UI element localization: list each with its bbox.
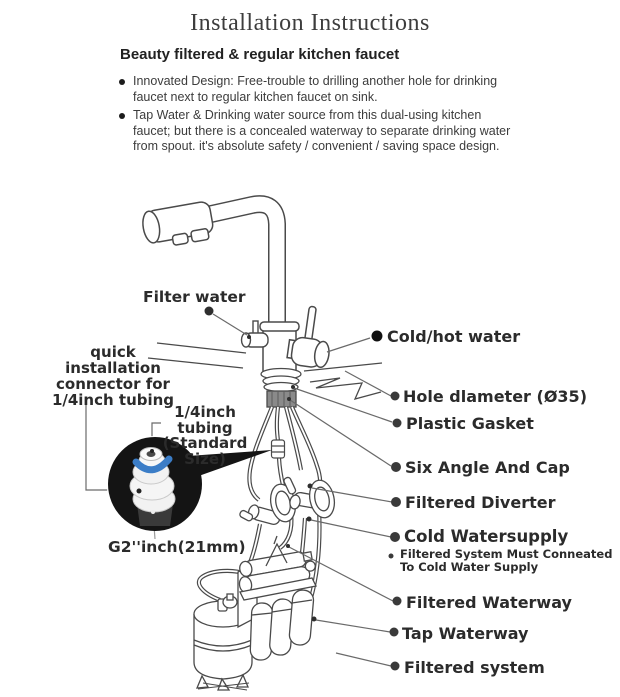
spout-nozzle [191,228,210,242]
label-filtered-system: Filtered system [404,658,545,677]
faucet-spout-head [141,201,216,250]
label-tubing-size [146,405,264,467]
bullet-text: Innovated Design: Free-trouble to drilling another hole for drinking faucet next to regular kitchen faucet on sink. [133,74,498,104]
section-heading: Beauty filtered & regular kitchen faucet [120,46,400,63]
spout-nozzle [172,233,189,245]
label-cold-watersupply: Cold Watersupply [404,527,569,546]
bullet-text: Tap Water & Drinking water source from this dual-using kitchen faucet; but there is a concealed waterway to separate drinking water from spout. it's absolute safety / convenient / saving space design. [133,108,511,153]
label-filtered-waterway: Filtered Waterway [406,593,572,612]
label-g2-thread: G2''inch(21mm) [108,538,246,556]
label-cold-supply-note [400,548,612,573]
note-line: To Cold Water Supply [400,559,539,574]
label-line: connector for [56,375,170,393]
six-angle-nut [267,391,296,407]
label-filter-water: Filter water [143,288,246,306]
label-line: 1/4inch tubing [51,391,175,409]
label-six-angle-cap: Six Angle And Cap [405,458,570,477]
label-plastic-gasket: Plastic Gasket [406,414,534,433]
label-tap-waterway: Tap Waterway [402,624,529,643]
label-line: quick installation [65,343,161,377]
label-cold-hot-water: Cold/hot water [387,327,521,346]
label-filtered-diverter: Filtered Diverter [405,493,556,512]
page-title: Installation Instructions [190,10,430,36]
filter-cartridges [250,589,314,660]
note-line: Filtered System Must Conneated [400,547,613,561]
label-hole-diameter: Hole dlameter (Ø35) [403,387,587,406]
label-line: 1/4inch tubing [174,403,236,437]
label-line: (Standard Size) [162,434,248,468]
label-quick-connector [45,344,181,408]
quick-connector-fitting [272,440,285,458]
tank-valve-stem [227,594,233,600]
